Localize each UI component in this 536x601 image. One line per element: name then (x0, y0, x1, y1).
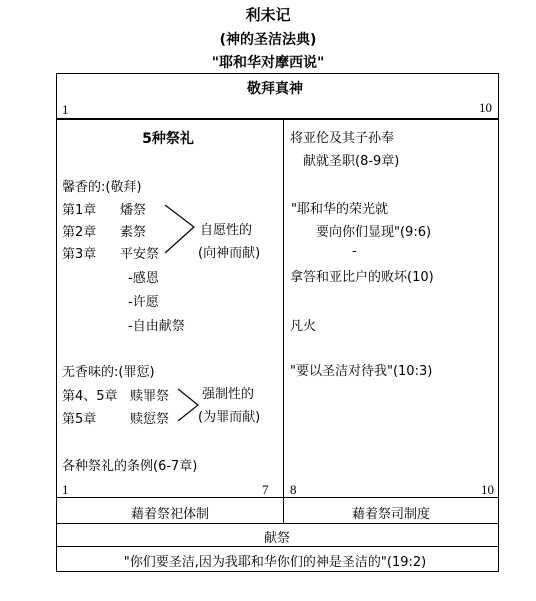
peace-type-vow: -许愿 (128, 295, 159, 310)
sin-offering-name: 赎罪祭 (130, 389, 170, 404)
header-quote: "耶和华对摩西说" (211, 55, 325, 71)
panel-divider (283, 118, 284, 523)
panels-bottom-divider (56, 497, 499, 498)
regulations-text: 各种祭礼的条例(6-7章) (62, 459, 198, 474)
peace-offering-chapter: 第3章 (62, 247, 97, 262)
peace-type-freewill: -自由献祭 (128, 319, 185, 334)
strange-fire: 凡火 (290, 319, 317, 334)
sin-offering-chapter: 第4、5章 (62, 389, 118, 404)
right-panel-end-number: 10 (481, 482, 494, 497)
peace-type-thanksgiving: -感恩 (128, 271, 159, 286)
peace-offering-name: 平安祭 (120, 247, 160, 262)
burnt-offering-name: 燔祭 (120, 203, 147, 218)
grain-offering-name: 素祭 (120, 225, 147, 240)
dash-separator: - (352, 244, 357, 259)
compulsory-sublabel: (为罪而献) (198, 410, 261, 425)
consecration-line-1: 将亚伦及其子孙奉 (290, 131, 395, 146)
non-sweet-savor-label: 无香味的:(罪愆) (62, 365, 155, 380)
sacrificial-system-label: 藉着祭祀体制 (130, 507, 210, 522)
top-band-divider (56, 118, 499, 120)
nadab-abihu-failure: 拿答和亚比户的败坏(10) (290, 270, 434, 285)
book-subtitle: (神的圣洁法典) (219, 32, 317, 48)
voluntary-label: 自愿性的 (200, 223, 253, 238)
key-verse: "你们要圣洁,因为我耶和华你们的神是圣洁的"(19:2) (123, 555, 427, 570)
burnt-offering-chapter: 第1章 (62, 203, 97, 218)
consecration-line-2: 献就圣职(8-9章) (303, 154, 400, 169)
sweet-savor-label: 馨香的:(敬拜) (62, 180, 142, 195)
compulsory-label: 强制性的 (202, 387, 255, 402)
offerings-heading: 5种祭礼 (142, 131, 194, 147)
trespass-offering-chapter: 第5章 (62, 412, 97, 427)
grain-offering-chapter: 第2章 (62, 225, 97, 240)
book-title: 利未记 (245, 6, 291, 24)
right-panel-start-number: 8 (290, 482, 297, 497)
left-panel-end-number: 7 (262, 482, 269, 497)
glory-quote-line-2: 要向你们显现"(9:6) (316, 225, 432, 240)
key-verse-divider (56, 546, 499, 547)
voluntary-sublabel: (向神而献) (198, 246, 261, 261)
top-band-end-number: 10 (479, 100, 492, 115)
approach-row-divider (56, 523, 499, 524)
top-band-start-number: 1 (62, 102, 69, 117)
glory-quote-line-1: "耶和华的荣光就 (291, 202, 388, 217)
left-panel-start-number: 1 (62, 482, 69, 497)
top-band-label: 敬拜真神 (247, 81, 303, 97)
trespass-offering-name: 赎愆祭 (130, 412, 170, 427)
holiness-quote: "要以圣洁对待我"(10:3) (290, 364, 433, 379)
sacrifice-label: 献祭 (263, 531, 291, 546)
voluntary-bracket-icon (160, 201, 200, 261)
priesthood-system-label: 藉着祭司制度 (351, 507, 431, 522)
